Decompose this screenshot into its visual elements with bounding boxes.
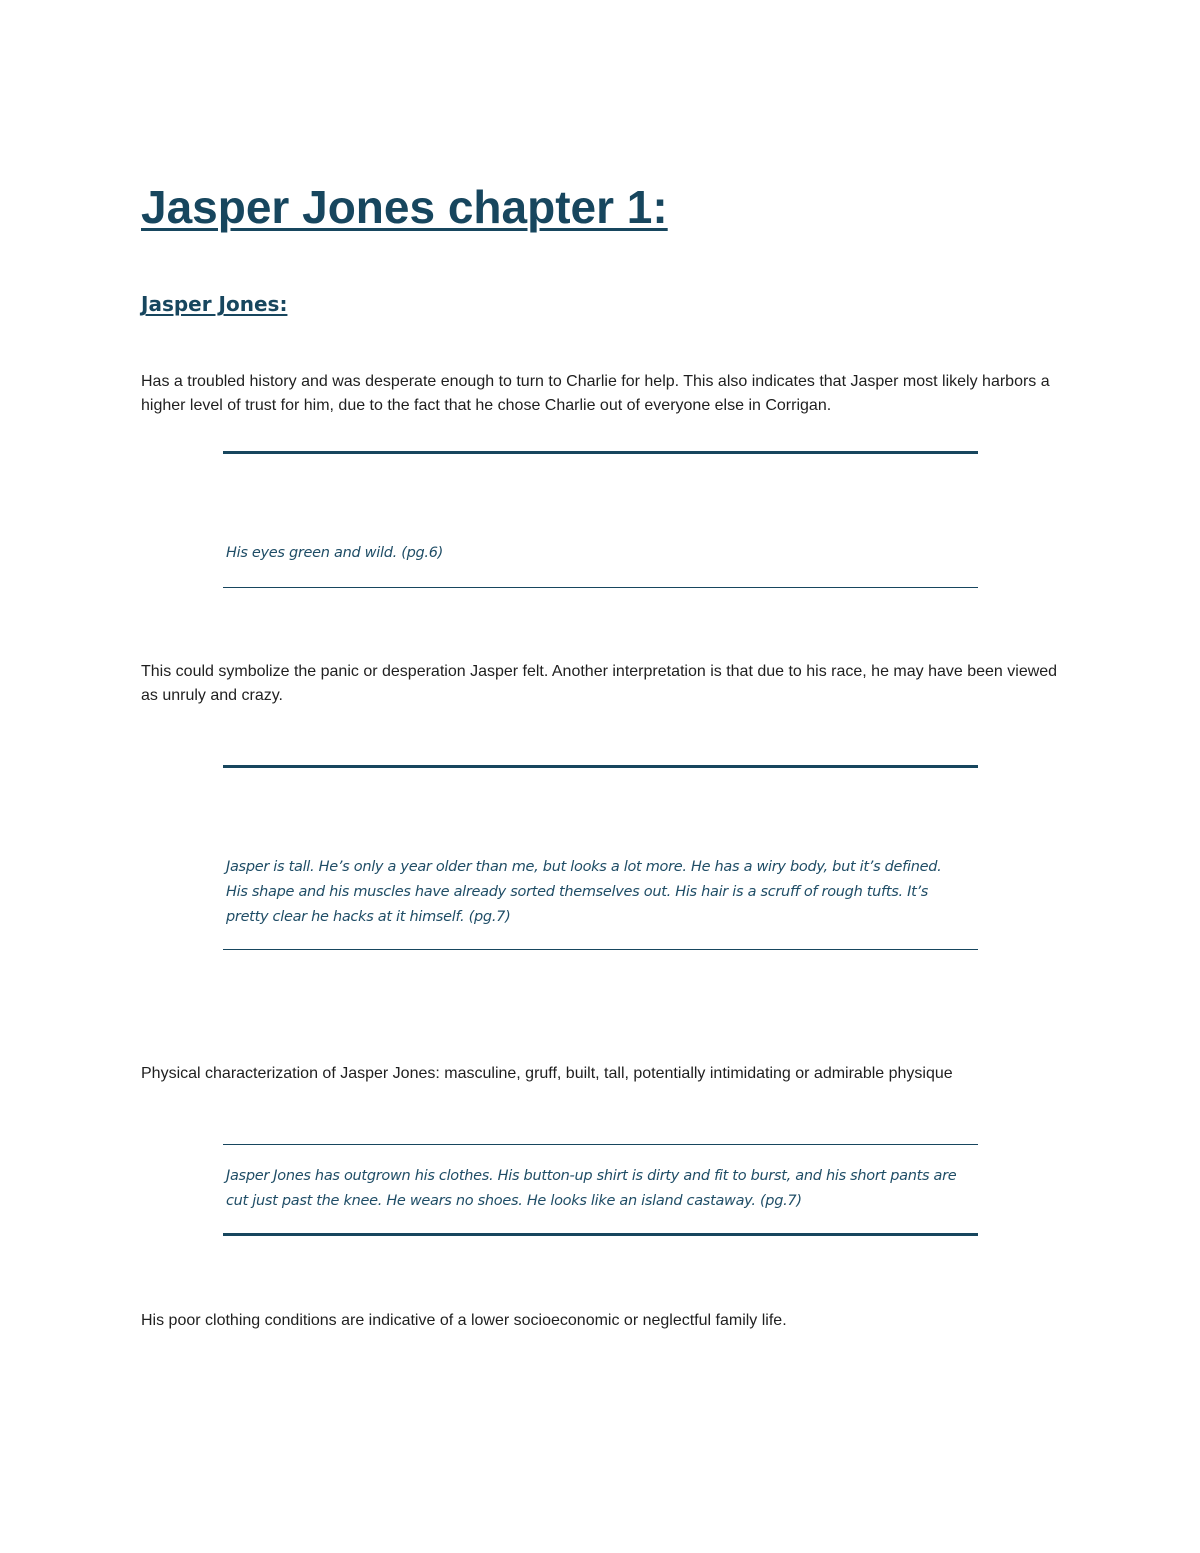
quote-3-bottom-rule	[223, 1233, 978, 1236]
quote-3-top-rule	[223, 1144, 978, 1145]
paragraph-physical-characterization: Physical characterization of Jasper Jones: masculine, gruff, built, tall, potentially intimidating or admirable physique	[141, 1065, 953, 1082]
paragraph-clothing-conditions: His poor clothing conditions are indicative of a lower socioeconomic or neglectful family life.	[141, 1312, 787, 1329]
quote-2-top-rule	[223, 765, 978, 768]
quote-1: His eyes green and wild. (pg.6)	[226, 545, 443, 561]
quote-2-bottom-rule	[223, 949, 978, 950]
quote-3: Jasper Jones has outgrown his clothes. His button-up shirt is dirty and fit to burst, and his short pants are cut just past the knee. He wears no shoes. He looks like an island castaway. (pg.7)	[226, 1168, 957, 1209]
section-heading: Jasper Jones:	[141, 292, 288, 316]
paragraph-troubled-history: Has a troubled history and was desperate enough to turn to Charlie for help. This also indicates that Jasper most likely harbors a higher level of trust for him, due to the fact that he chose Charlie out of everyone else in Corrigan.	[141, 373, 1050, 414]
quote-1-bottom-rule	[223, 587, 978, 588]
quote-1-top-rule	[223, 451, 978, 454]
quote-2: Jasper is tall. He’s only a year older than me, but looks a lot more. He has a wiry body, but it’s defined. His shape and his muscles have already sorted themselves out. His hair is a scruff of rough tufts. It’s pretty clear he hacks at it himself. (pg.7)	[226, 859, 942, 925]
page-title: Jasper Jones chapter 1:	[141, 181, 668, 233]
paragraph-symbolize-panic: This could symbolize the panic or desperation Jasper felt. Another interpretation is that due to his race, he may have been viewed as unruly and crazy.	[141, 663, 1058, 704]
